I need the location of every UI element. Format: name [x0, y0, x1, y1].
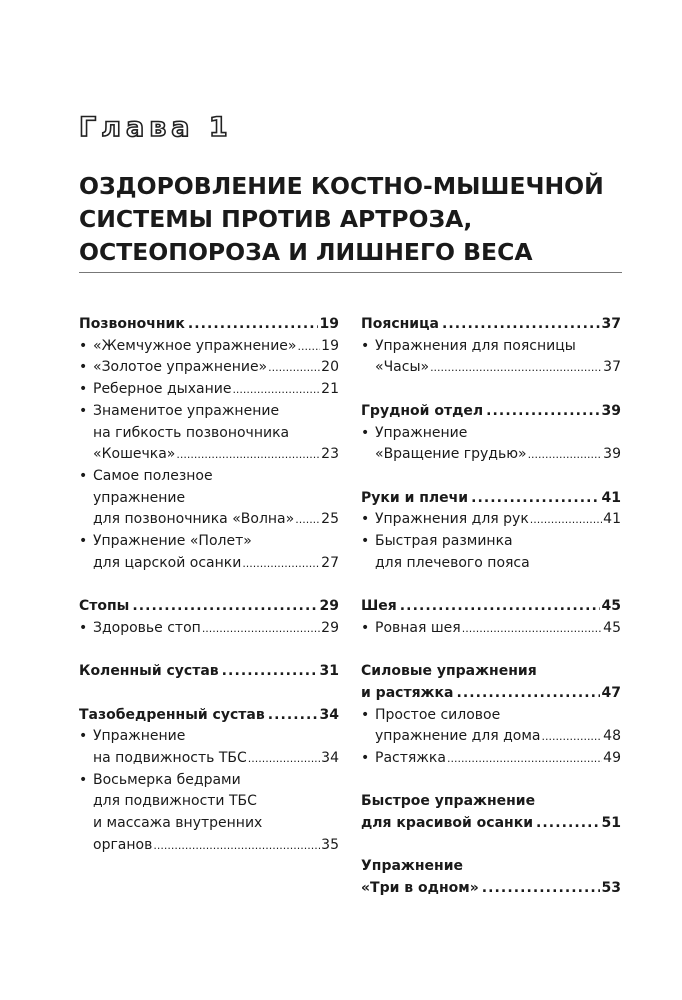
toc-item[interactable] [79, 336, 339, 358]
toc-item-text: для царской осанки [93, 554, 242, 571]
dot-leader [462, 618, 602, 640]
bullet-icon: • [79, 728, 88, 745]
bullet-icon: • [79, 619, 88, 636]
toc-item-text: упражнение для дома [375, 728, 541, 745]
bullet-icon: • [361, 511, 370, 528]
toc-item[interactable] [361, 748, 621, 770]
toc-item-line: Упражнения для поясницы [375, 337, 576, 354]
toc-section [79, 705, 339, 857]
toc-item-text: «Часы» [375, 359, 430, 376]
bullet-icon: • [361, 533, 370, 549]
toc-section [79, 661, 339, 683]
dot-leader [176, 444, 320, 466]
toc-item-last-line [375, 618, 621, 640]
toc-section [361, 856, 621, 899]
page-number: 51 [601, 815, 621, 832]
toc-section [79, 314, 339, 574]
page-number: 45 [601, 598, 621, 615]
bullet-icon: • [79, 771, 88, 788]
bullet-icon: • [79, 402, 88, 419]
toc-section-heading[interactable] [79, 314, 339, 336]
toc-section-heading[interactable] [79, 596, 339, 618]
section-title: Поясница [361, 316, 439, 332]
dot-leader [400, 596, 600, 618]
page-number: 47 [601, 684, 621, 701]
dot-leader [268, 705, 318, 727]
page-number: 37 [603, 359, 621, 376]
section-title: «Три в одном» [361, 880, 479, 897]
toc-item-last-line [93, 509, 339, 531]
dot-leader [541, 726, 602, 748]
toc-item-line: Самое полезное [93, 467, 213, 484]
section-title-line: Силовые упражнения [361, 663, 537, 680]
dot-leader [295, 509, 320, 531]
toc-item-last-line [375, 748, 621, 770]
toc-item[interactable] [79, 466, 339, 531]
toc-section-heading[interactable] [361, 488, 621, 510]
toc-item-last-line [93, 748, 339, 770]
section-title: для красивой осанки [361, 815, 534, 832]
dot-leader [447, 748, 602, 770]
toc-section [79, 596, 339, 639]
bullet-icon: • [361, 337, 370, 354]
dot-leader [482, 878, 600, 900]
toc-section [361, 661, 621, 770]
bullet-icon: • [361, 750, 370, 766]
chapter-title [79, 170, 639, 269]
toc-item[interactable] [361, 336, 621, 379]
dot-leader [442, 314, 600, 336]
section-title: Грудной отдел [361, 402, 484, 419]
section-title-line: Быстрое упражнение [361, 793, 536, 810]
page-number: 41 [601, 489, 621, 506]
title-divider [79, 272, 622, 273]
toc-item-last-line [375, 726, 621, 748]
section-title: Коленный сустав [79, 663, 219, 680]
toc-section-heading[interactable] [361, 314, 621, 336]
toc-item-last-line [93, 553, 339, 575]
toc-item[interactable] [79, 357, 339, 379]
section-title: Тазобедренный сустав [79, 706, 265, 723]
dot-leader [153, 835, 320, 857]
page-number: 41 [603, 511, 621, 528]
toc-item-text: на подвижность ТБС [93, 750, 247, 767]
toc-item-text: Упражнения для рук [375, 511, 529, 528]
dot-leader [471, 488, 599, 510]
page-number: 48 [603, 728, 621, 745]
bullet-icon: • [79, 381, 88, 398]
toc-item-last-line [375, 509, 621, 531]
bullet-icon: • [79, 533, 88, 550]
toc-section-heading[interactable] [361, 813, 621, 835]
page-number: 25 [321, 511, 339, 528]
toc-item-text: Реберное дыхание [93, 381, 232, 398]
toc-section [361, 488, 621, 575]
toc-item[interactable] [79, 401, 339, 466]
toc-section-heading[interactable] [361, 878, 621, 900]
toc-item-text: «Золотое упражнение» [93, 359, 268, 376]
dot-leader [202, 618, 320, 640]
bullet-icon: • [79, 359, 88, 376]
page-number: 19 [321, 337, 339, 354]
toc-item[interactable] [361, 705, 621, 748]
bullet-icon: • [79, 467, 88, 484]
toc-item-line: Быстрая разминка [375, 533, 513, 549]
toc-section [361, 401, 621, 466]
chapter-title-line: СИСТЕМЫ ПРОТИВ АРТРОЗА, [79, 205, 473, 233]
page-number: 39 [601, 402, 621, 419]
bullet-icon: • [361, 424, 370, 441]
dot-leader [530, 509, 602, 531]
dot-leader [486, 401, 599, 423]
toc-item[interactable] [361, 531, 621, 574]
page-number: 27 [321, 554, 339, 571]
page-number: 45 [603, 619, 621, 636]
toc-item-text: Ровная шея [375, 619, 461, 636]
page-number: 35 [321, 836, 339, 853]
dot-leader [242, 553, 320, 575]
section-title-line: Упражнение [361, 858, 464, 875]
toc-item[interactable] [79, 770, 339, 857]
toc-item-last-line [93, 444, 339, 466]
page-number: 29 [319, 598, 339, 615]
toc-item-text: для позвоночника «Волна» [93, 511, 295, 528]
toc-item[interactable] [79, 618, 339, 640]
bullet-icon: • [79, 337, 88, 354]
toc-section-heading[interactable] [79, 661, 339, 683]
toc-item-last-line [93, 357, 339, 379]
page-number: 29 [321, 619, 339, 636]
toc-item-line: для плечевого пояса [375, 554, 530, 571]
page-number: 39 [603, 446, 621, 463]
page-number: 53 [601, 880, 621, 897]
bullet-icon: • [361, 706, 370, 723]
section-title: и растяжка [361, 684, 454, 701]
toc-item-line: упражнение [93, 489, 186, 506]
dot-leader [456, 683, 599, 705]
toc-item-last-line [93, 336, 339, 358]
toc-section [361, 314, 621, 379]
toc-item[interactable] [79, 531, 339, 574]
toc-item[interactable] [361, 509, 621, 531]
toc-item-line: Восьмерка бедрами [93, 771, 241, 788]
toc-item-line: Простое силовое [375, 706, 501, 723]
dot-leader [132, 596, 317, 618]
toc-section-heading[interactable] [79, 705, 339, 727]
toc-item-text: Здоровье стоп [93, 619, 201, 636]
page-number: 31 [319, 663, 339, 680]
toc-item-line: Упражнение [93, 728, 186, 745]
toc-item[interactable] [361, 423, 621, 466]
page-number: 19 [319, 316, 339, 332]
toc-item-last-line [93, 835, 339, 857]
toc-item-last-line [93, 618, 339, 640]
toc-right-column [361, 314, 621, 922]
toc-item-line: Упражнение [375, 424, 468, 441]
bullet-icon: • [361, 619, 370, 636]
chapter-title-line: ОСТЕОПОРОЗА И ЛИШНЕГО ВЕСА [79, 238, 533, 266]
chapter-title-line: ОЗДОРОВЛЕНИЕ КОСТНО-МЫШЕЧНОЙ [79, 172, 604, 200]
toc-item-text: «Вращение грудью» [375, 446, 527, 463]
toc-section [361, 791, 621, 834]
chapter-label: Глава 1 [79, 112, 233, 143]
page-number: 23 [321, 446, 339, 463]
dot-leader [232, 379, 320, 401]
toc-item-text: «Жемчужное упражнение» [93, 337, 297, 354]
toc-section-heading[interactable] [361, 401, 621, 423]
toc-item-line: Знаменитое упражнение [93, 402, 280, 419]
dot-leader [248, 748, 320, 770]
dot-leader [188, 314, 318, 336]
toc-item-last-line [93, 379, 339, 401]
toc-section-heading[interactable] [361, 683, 621, 705]
toc-left-column [79, 314, 339, 878]
toc-item-line: для подвижности ТБС [93, 793, 257, 810]
toc-item-line: Упражнение «Полет» [93, 533, 252, 550]
toc-item-last-line [375, 357, 621, 379]
toc-item-text: Растяжка [375, 750, 446, 766]
toc-item[interactable] [79, 379, 339, 401]
toc-item[interactable] [79, 726, 339, 769]
toc-section-heading[interactable] [361, 596, 621, 618]
page-number: 34 [321, 750, 339, 767]
toc-item-text: органов [93, 836, 153, 853]
dot-leader [528, 444, 603, 466]
toc-item-text: «Кошечка» [93, 446, 176, 463]
dot-leader [536, 813, 600, 835]
section-title: Руки и плечи [361, 489, 469, 506]
page-number: 21 [321, 381, 339, 398]
dot-leader [430, 357, 602, 379]
page-number: 34 [319, 706, 339, 723]
page-number: 49 [603, 750, 621, 766]
page-number: 37 [601, 316, 621, 332]
section-title: Стопы [79, 598, 130, 615]
toc-item-line: и массажа внутренних [93, 815, 263, 832]
section-title: Позвоночник [79, 316, 185, 332]
toc-section [361, 596, 621, 639]
page-number: 20 [321, 359, 339, 376]
dot-leader [268, 357, 320, 379]
dot-leader [298, 336, 321, 358]
dot-leader [222, 661, 318, 683]
toc-item[interactable] [361, 618, 621, 640]
toc-item-last-line [375, 444, 621, 466]
toc-item-line: на гибкость позвоночника [93, 424, 290, 441]
section-title: Шея [361, 598, 397, 615]
